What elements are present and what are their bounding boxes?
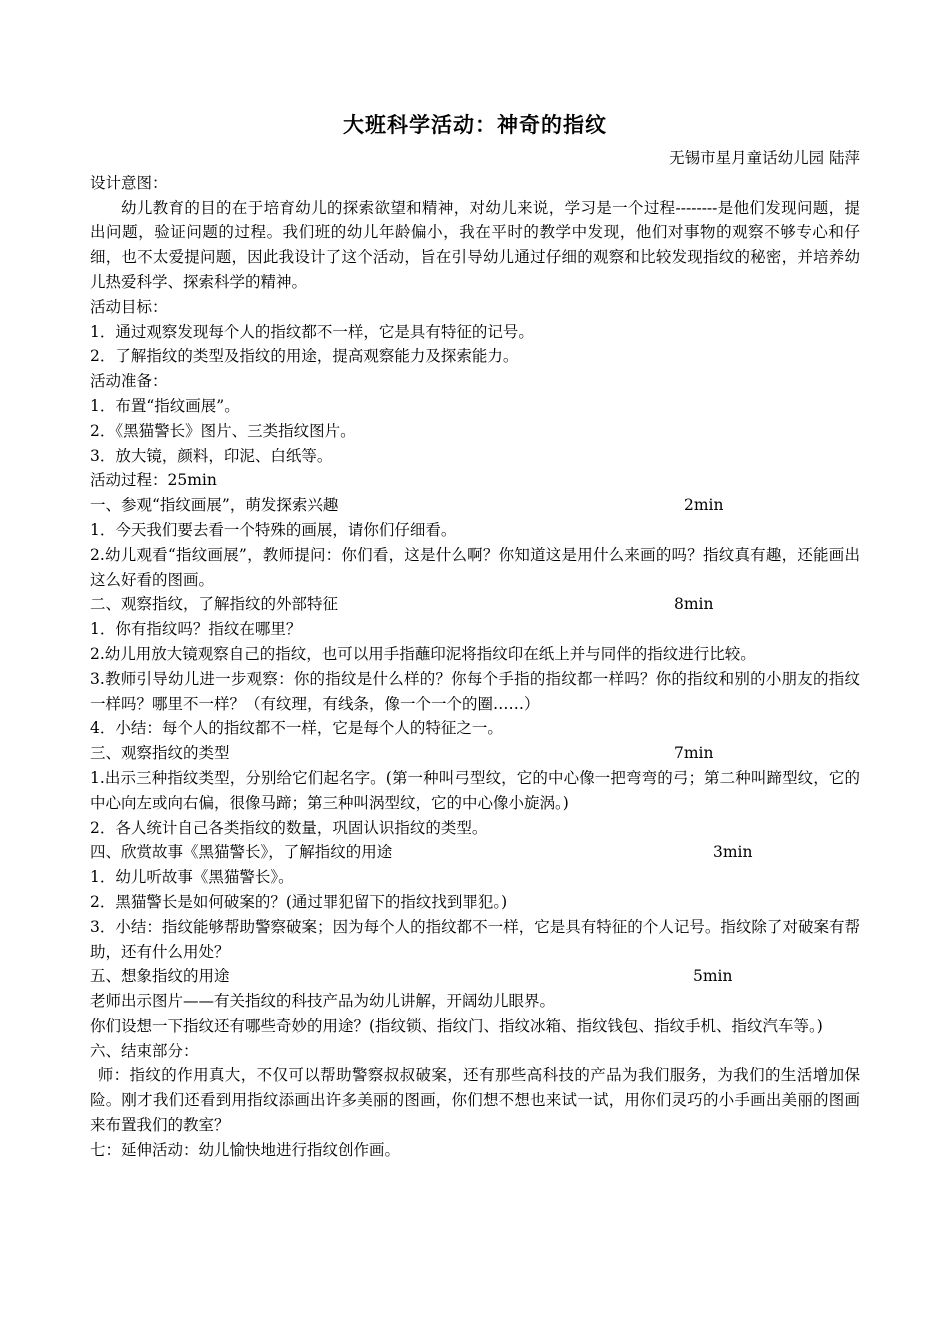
section-5-heading [90,964,860,989]
section-4-heading [90,840,860,865]
design-paragraph: 幼儿教育的目的在于培育幼儿的探索欲望和精神，对幼儿来说，学习是一个过程--------是他们发现问题，提出问题，验证问题的过程。我们班的幼儿年龄偏小，我在平时的教学中发现，他们对事物的观察不够专心和仔细，也不太爱提问题，因此我设计了这个活动，旨在引导幼儿通过仔细的观察和比较发现指纹的秘密，并培养幼儿热爱科学、探索科学的精神。 [90,198,860,291]
process-item: 2.幼儿观看“指纹画展”，教师提问：你们看，这是什么啊？你知道这是用什么来画的吗？指纹真有趣，还能画出这么好看的图画。 [90,545,860,589]
section-title: 二、观察指纹，了解指纹的外部特征 [90,595,339,614]
process-heading: 活动过程：25min [90,471,217,490]
process-item: 2.幼儿用放大镜观察自己的指纹，也可以用手指蘸印泥将指纹印在纸上并与同伴的指纹进行比较。 [90,644,756,663]
prep-heading: 活动准备： [90,372,168,391]
section-duration: 2min [684,496,724,515]
goal-item: 2．了解指纹的类型及指纹的用途，提高观察能力及探索能力。 [90,347,519,366]
goal-item: 1．通过观察发现每个人的指纹都不一样，它是具有特征的记号。 [90,322,534,341]
process-item: 1．今天我们要去看一个特殊的画展，请你们仔细看。 [90,520,457,539]
section-1-heading [90,493,860,518]
section-title: 四、欣赏故事《黑猫警长》，了解指纹的用途 [90,843,393,862]
process-item: 3．小结：指纹能够帮助警察破案；因为每个人的指纹都不一样，它是具有特征的个人记号。指纹除了对破案有帮助，还有什么用处？ [90,917,860,961]
process-item: 4．小结：每个人的指纹都不一样，它是每个人的特征之一。 [90,719,503,738]
author-line: 无锡市星月童话幼儿园 陆萍 [669,149,860,167]
section-duration: 3min [713,843,753,862]
process-item: 1．你有指纹吗？指纹在哪里？ [90,620,302,639]
prep-item: 1．布置“指纹画展”。 [90,396,240,415]
section-duration: 5min [693,967,733,986]
section-7-line: 七：延伸活动：幼儿愉快地进行指纹创作画。 [90,1140,401,1159]
process-item: 2．黑猫警长是如何破案的？(通过罪犯留下的指纹找到罪犯。) [90,892,508,911]
section-title: 一、参观“指纹画展”，萌发探索兴趣 [90,496,339,515]
process-item: 1.出示三种指纹类型，分别给它们起名字。(第一种叫弓型纹，它的中心像一把弯弯的弓；第二种叫蹄型纹，它的中心向左或向右偏，很像马蹄；第三种叫涡型纹，它的中心像小旋涡。) [90,768,860,812]
design-heading: 设计意图： [90,173,168,192]
process-item: 老师出示图片——有关指纹的科技产品为幼儿讲解，开阔幼儿眼界。 [90,992,556,1011]
document-title: 大班科学活动：神奇的指纹 [343,113,607,137]
section-title: 五、想象指纹的用途 [90,967,230,986]
prep-item: 3．放大镜，颜料，印泥、白纸等。 [90,446,333,465]
section-3-heading [90,741,860,766]
process-item: 你们设想一下指纹还有哪些奇妙的用途？(指纹锁、指纹门、指纹冰箱、指纹钱包、指纹手机、指纹汽车等。) [90,1016,823,1035]
document-page [90,110,860,1163]
process-item: 3.教师引导幼儿进一步观察：你的指纹是什么样的？你每个手指的指纹都一样吗？你的指纹和别的小朋友的指纹一样吗？哪里不一样？（有纹理，有线条，像一个一个的圈……） [90,669,860,713]
section-title: 三、观察指纹的类型 [90,744,230,763]
prep-item: 2．《黑猫警长》图片、三类指纹图片。 [90,421,356,440]
section-duration: 8min [674,595,714,614]
process-item: 1．幼儿听故事《黑猫警长》。 [90,868,294,887]
section-6-heading: 六、结束部分： [90,1041,199,1060]
section-duration: 7min [674,744,714,763]
closing-paragraph: 师：指纹的作用真大，不仅可以帮助警察叔叔破案，还有那些高科技的产品为我们服务，为我们的生活增加保险。刚才我们还看到用指纹添画出许多美丽的图画，你们想不想也来试一试，用你们灵巧的小手画出美丽的图画来布置我们的教室？ [90,1066,860,1135]
section-2-heading [90,592,860,617]
goals-heading: 活动目标： [90,297,168,316]
process-item: 2．各人统计自己各类指纹的数量，巩固认识指纹的类型。 [90,818,488,837]
